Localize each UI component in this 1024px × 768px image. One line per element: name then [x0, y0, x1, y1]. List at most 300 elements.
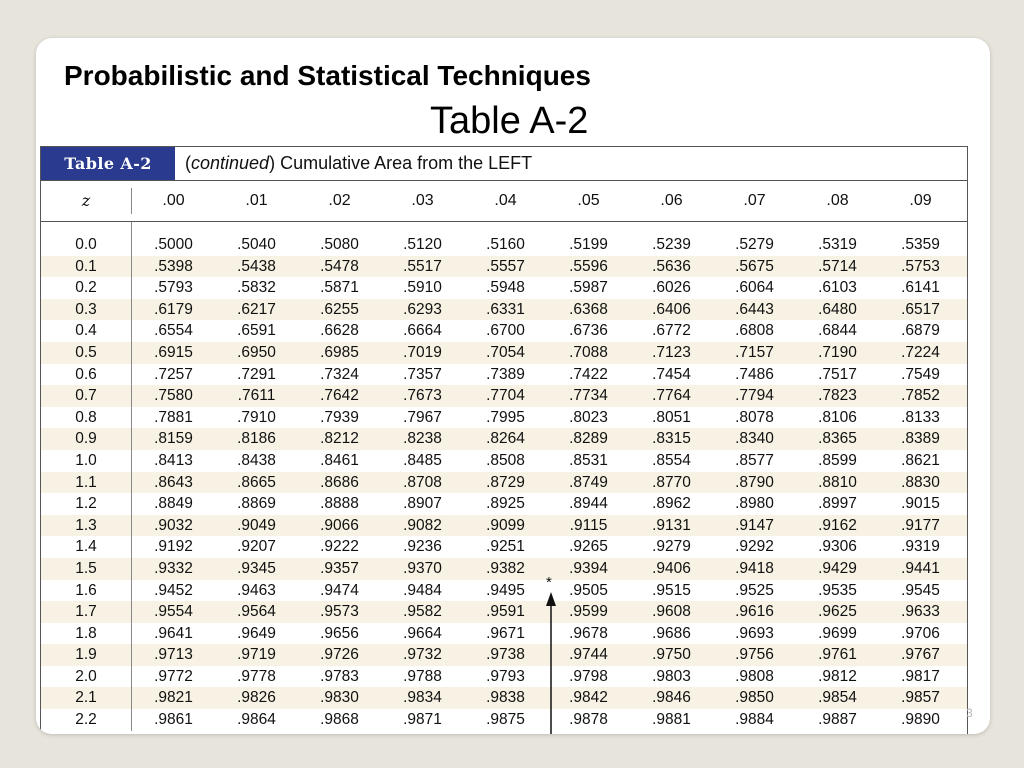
- asterisk-marker: *: [546, 574, 552, 591]
- table-cell: .9251: [486, 538, 525, 556]
- table-cell: .8485: [403, 451, 442, 469]
- column-header: .01: [245, 192, 268, 209]
- table-cell: .9429: [818, 559, 857, 577]
- table-cell: .8749: [569, 473, 608, 491]
- table-cell: .9846: [652, 689, 691, 707]
- table-cell: .5040: [237, 236, 276, 253]
- table-cell: .8907: [403, 495, 442, 513]
- column-header: .03: [411, 192, 434, 209]
- table-cell: .8830: [901, 473, 940, 491]
- table-cell: .8289: [569, 430, 608, 448]
- table-cell: .7823: [818, 387, 857, 405]
- table-cell: .8186: [237, 430, 276, 448]
- table-cell: .7454: [652, 365, 691, 383]
- table-cell: .9864: [237, 711, 276, 729]
- table-cell: .7852: [901, 387, 940, 405]
- z-value: 1.4: [41, 536, 132, 558]
- table-cell: .7054: [486, 343, 525, 361]
- table-badge: Table A-2: [41, 147, 175, 180]
- table-cell: .6331: [486, 300, 525, 318]
- table-cell: .9861: [154, 711, 193, 729]
- table-cell: .9535: [818, 581, 857, 599]
- table-cell: .9265: [569, 538, 608, 556]
- table-cell: .6950: [237, 343, 276, 361]
- table-cell: .9564: [237, 603, 276, 621]
- table-cell: .5438: [237, 257, 276, 275]
- z-value: 0.5: [41, 342, 132, 364]
- table-row: [41, 299, 967, 321]
- table-cell: .8238: [403, 430, 442, 448]
- table-row: [41, 472, 967, 494]
- table-cell: .8869: [237, 495, 276, 513]
- table-cell: .9713: [154, 646, 193, 664]
- table-cell: .9706: [901, 624, 940, 642]
- table-cell: .9750: [652, 646, 691, 664]
- table-cell: .9463: [237, 581, 276, 599]
- table-cell: .7764: [652, 387, 691, 405]
- table-cell: .9625: [818, 603, 857, 621]
- table-cell: .7794: [735, 387, 774, 405]
- table-cell: .9582: [403, 603, 442, 621]
- table-cell: .9649: [237, 624, 276, 642]
- table-cell: .9545: [901, 581, 940, 599]
- table-cell: .9732: [403, 646, 442, 664]
- table-cell: .9767: [901, 646, 940, 664]
- z-value: 0.3: [41, 299, 132, 321]
- table-cell: .9332: [154, 559, 193, 577]
- table-cell: .9452: [154, 581, 193, 599]
- z-value: 0.0: [41, 234, 132, 256]
- table-cell: .5910: [403, 279, 442, 297]
- table-cell: .9066: [320, 516, 359, 534]
- table-cell: .5753: [901, 257, 940, 275]
- table-cell: .5000: [154, 236, 193, 253]
- table-cell: .5239: [652, 236, 691, 253]
- table-cell: .9573: [320, 603, 359, 621]
- table-cell: .7704: [486, 387, 525, 405]
- table-row: [41, 320, 967, 342]
- table-cell: .9418: [735, 559, 774, 577]
- table-cell: .9345: [237, 559, 276, 577]
- table-cell: .6879: [901, 322, 940, 340]
- table-cell: .6736: [569, 322, 608, 340]
- z-value: 0.8: [41, 407, 132, 429]
- table-cell: .9177: [901, 516, 940, 534]
- table-cell: .9515: [652, 581, 691, 599]
- z-table: [40, 146, 968, 734]
- table-cell: .9616: [735, 603, 774, 621]
- table-cell: .9554: [154, 603, 193, 621]
- table-cell: .9887: [818, 711, 857, 729]
- table-cell: .7357: [403, 365, 442, 383]
- table-cell: .8159: [154, 430, 193, 448]
- table-cell: .9812: [818, 667, 857, 685]
- table-cell: .8599: [818, 451, 857, 469]
- table-cell: .9484: [403, 581, 442, 599]
- table-cell: .8461: [320, 451, 359, 469]
- table-cell: .5478: [320, 257, 359, 275]
- table-cell: .9279: [652, 538, 691, 556]
- table-row: [41, 536, 967, 558]
- table-cell: .5596: [569, 257, 608, 275]
- table-cell: .5557: [486, 257, 525, 275]
- table-row: [41, 407, 967, 429]
- table-cell: .8980: [735, 495, 774, 513]
- table-cell: .5871: [320, 279, 359, 297]
- table-cell: .9808: [735, 667, 774, 685]
- table-cell: .9525: [735, 581, 774, 599]
- table-cell: .7486: [735, 365, 774, 383]
- table-cell: .8708: [403, 473, 442, 491]
- table-cell: .6700: [486, 322, 525, 340]
- table-cell: .9495: [486, 581, 525, 599]
- table-cell: .9699: [818, 624, 857, 642]
- table-cell: .6026: [652, 279, 691, 297]
- table-cell: .6772: [652, 322, 691, 340]
- table-cell: .9505: [569, 581, 608, 599]
- table-cell: .9608: [652, 603, 691, 621]
- column-header: .02: [328, 192, 351, 209]
- table-cell: .6517: [901, 300, 940, 318]
- table-cell: .9382: [486, 559, 525, 577]
- table-cell: .5675: [735, 257, 774, 275]
- table-cell: .8023: [569, 408, 608, 426]
- table-cell: .8508: [486, 451, 525, 469]
- column-header: .09: [909, 192, 932, 209]
- z-value: 0.1: [41, 256, 132, 278]
- table-cell: .7389: [486, 365, 525, 383]
- table-cell: .8438: [237, 451, 276, 469]
- table-cell: .9222: [320, 538, 359, 556]
- table-row: [41, 277, 967, 299]
- table-cell: .6179: [154, 300, 193, 318]
- table-cell: .9756: [735, 646, 774, 664]
- table-cell: .7549: [901, 365, 940, 383]
- table-cell: .8212: [320, 430, 359, 448]
- table-cell: .6554: [154, 322, 193, 340]
- table-cell: .9834: [403, 689, 442, 707]
- table-cell: .9778: [237, 667, 276, 685]
- table-cell: .5987: [569, 279, 608, 297]
- table-cell: .9306: [818, 538, 857, 556]
- table-cell: .9671: [486, 624, 525, 642]
- table-cell: .8790: [735, 473, 774, 491]
- table-cell: .6443: [735, 300, 774, 318]
- table-cell: .9726: [320, 646, 359, 664]
- table-cell: .8577: [735, 451, 774, 469]
- table-cell: .9854: [818, 689, 857, 707]
- table-row: [41, 687, 967, 709]
- table-cell: .5832: [237, 279, 276, 297]
- table-cell: .6480: [818, 300, 857, 318]
- course-title: Probabilistic and Statistical Techniques: [64, 60, 591, 91]
- table-cell: .7157: [735, 343, 774, 361]
- table-cell: .9192: [154, 538, 193, 556]
- table-cell: .5398: [154, 257, 193, 275]
- table-cell: .6915: [154, 343, 193, 361]
- table-row: [41, 515, 967, 537]
- table-cell: .8078: [735, 408, 774, 426]
- table-cell: .9082: [403, 516, 442, 534]
- table-cell: .9838: [486, 689, 525, 707]
- caption-open: (: [185, 153, 191, 173]
- table-cell: .7517: [818, 365, 857, 383]
- table-cell: .8389: [901, 430, 940, 448]
- column-header: .04: [494, 192, 517, 209]
- table-cell: .8729: [486, 473, 525, 491]
- table-cell: .7910: [237, 408, 276, 426]
- table-cell: .9099: [486, 516, 525, 534]
- table-cell: .6406: [652, 300, 691, 318]
- table-row: [41, 601, 967, 623]
- table-cell: .9817: [901, 667, 940, 685]
- table-cell: .6217: [237, 300, 276, 318]
- table-cell: .6141: [901, 279, 940, 297]
- table-cell: .7088: [569, 343, 608, 361]
- table-cell: .8413: [154, 451, 193, 469]
- table-cell: .8944: [569, 495, 608, 513]
- table-cell: .9881: [652, 711, 691, 729]
- table-cell: .5714: [818, 257, 857, 275]
- table-cell: .9633: [901, 603, 940, 621]
- table-cell: .9884: [735, 711, 774, 729]
- z-value: 0.6: [41, 364, 132, 386]
- table-cell: .8621: [901, 451, 940, 469]
- table-cell: .9821: [154, 689, 193, 707]
- table-row: [41, 256, 967, 278]
- slide: [36, 38, 990, 734]
- table-cell: .5279: [735, 236, 774, 253]
- table-cell: .5359: [901, 236, 940, 253]
- table-cell: .8888: [320, 495, 359, 513]
- table-cell: .6591: [237, 322, 276, 340]
- table-cell: .9162: [818, 516, 857, 534]
- table-cell: .7019: [403, 343, 442, 361]
- table-cell: .5160: [486, 236, 525, 253]
- table-cell: .6064: [735, 279, 774, 297]
- table-row: [41, 666, 967, 688]
- table-cell: .9115: [569, 516, 608, 534]
- table-cell: .7642: [320, 387, 359, 405]
- z-value: 1.6: [41, 580, 132, 602]
- table-cell: .8106: [818, 408, 857, 426]
- table-cell: .9049: [237, 516, 276, 534]
- table-cell: .7291: [237, 365, 276, 383]
- table-row: [41, 580, 967, 602]
- table-cell: .9441: [901, 559, 940, 577]
- table-cell: .9664: [403, 624, 442, 642]
- table-cell: .7734: [569, 387, 608, 405]
- z-value: 1.5: [41, 558, 132, 580]
- column-header: .08: [826, 192, 849, 209]
- table-cell: .5319: [818, 236, 857, 253]
- z-value: 1.0: [41, 450, 132, 472]
- table-cell: .8997: [818, 495, 857, 513]
- table-cell: .9236: [403, 538, 442, 556]
- table-cell: .9591: [486, 603, 525, 621]
- table-row: [41, 493, 967, 515]
- table-cell: .7673: [403, 387, 442, 405]
- table-cell: .5199: [569, 236, 608, 253]
- table-cell: .7611: [237, 387, 276, 405]
- column-header: .05: [577, 192, 600, 209]
- table-cell: .9693: [735, 624, 774, 642]
- column-header: .06: [660, 192, 683, 209]
- table-row: [41, 450, 967, 472]
- z-table-header: [41, 147, 967, 181]
- table-cell: .6808: [735, 322, 774, 340]
- table-cell: .9850: [735, 689, 774, 707]
- table-cell: .9370: [403, 559, 442, 577]
- table-cell: .6255: [320, 300, 359, 318]
- z-value: 2.1: [41, 687, 132, 709]
- table-row: [41, 364, 967, 386]
- z-value: 1.7: [41, 601, 132, 623]
- table-row: [41, 623, 967, 645]
- table-cell: .5080: [320, 236, 359, 253]
- table-cell: .8133: [901, 408, 940, 426]
- table-cell: .9803: [652, 667, 691, 685]
- slide-table-title: Table A-2: [430, 100, 589, 142]
- table-cell: .9738: [486, 646, 525, 664]
- table-cell: .9131: [652, 516, 691, 534]
- table-row: [41, 234, 967, 256]
- table-cell: .9890: [901, 711, 940, 729]
- table-cell: .9772: [154, 667, 193, 685]
- table-cell: .8810: [818, 473, 857, 491]
- table-cell: .9394: [569, 559, 608, 577]
- z-value: 2.2: [41, 709, 132, 731]
- table-body: [41, 222, 967, 731]
- page-number: 3: [966, 706, 973, 720]
- table-cell: .9875: [486, 711, 525, 729]
- table-cell: .6844: [818, 322, 857, 340]
- table-row: [41, 342, 967, 364]
- table-cell: .6293: [403, 300, 442, 318]
- table-cell: .5948: [486, 279, 525, 297]
- table-cell: .9015: [901, 495, 940, 513]
- z-value: 0.2: [41, 277, 132, 299]
- table-row: [41, 709, 967, 731]
- table-cell: .8849: [154, 495, 193, 513]
- table-cell: .9474: [320, 581, 359, 599]
- table-cell: .7967: [403, 408, 442, 426]
- table-row: [41, 644, 967, 666]
- table-row: [41, 558, 967, 580]
- table-cell: .9032: [154, 516, 193, 534]
- table-cell: .8665: [237, 473, 276, 491]
- table-cell: .8643: [154, 473, 193, 491]
- z-value: 1.8: [41, 623, 132, 645]
- z-value: 1.2: [41, 493, 132, 515]
- table-cell: .7881: [154, 408, 193, 426]
- table-cell: .9744: [569, 646, 608, 664]
- table-cell: .9868: [320, 711, 359, 729]
- table-cell: .6664: [403, 322, 442, 340]
- table-cell: .9641: [154, 624, 193, 642]
- table-cell: .7190: [818, 343, 857, 361]
- pointer-arrow-icon: [544, 592, 558, 734]
- z-value: 1.9: [41, 644, 132, 666]
- caption-continued: continued: [191, 153, 270, 173]
- table-cell: .9878: [569, 711, 608, 729]
- table-cell: .9678: [569, 624, 608, 642]
- table-cell: .8925: [486, 495, 525, 513]
- table-cell: .9406: [652, 559, 691, 577]
- table-cell: .9783: [320, 667, 359, 685]
- table-cell: .6628: [320, 322, 359, 340]
- table-cell: .9319: [901, 538, 940, 556]
- table-cell: .7995: [486, 408, 525, 426]
- table-cell: .9857: [901, 689, 940, 707]
- table-cell: .9656: [320, 624, 359, 642]
- table-cell: .9292: [735, 538, 774, 556]
- table-cell: .8962: [652, 495, 691, 513]
- table-cell: .8686: [320, 473, 359, 491]
- column-header: .07: [743, 192, 766, 209]
- table-cell: .9147: [735, 516, 774, 534]
- table-cell: .8531: [569, 451, 608, 469]
- z-divider: [131, 222, 132, 234]
- z-value: 1.1: [41, 472, 132, 494]
- z-value: 0.4: [41, 320, 132, 342]
- column-header: .00: [162, 192, 185, 209]
- table-cell: .6985: [320, 343, 359, 361]
- table-cell: .9357: [320, 559, 359, 577]
- table-cell: .9842: [569, 689, 608, 707]
- table-cell: .8365: [818, 430, 857, 448]
- table-cell: .6103: [818, 279, 857, 297]
- caption-rest: ) Cumulative Area from the LEFT: [269, 153, 533, 173]
- table-cell: .7324: [320, 365, 359, 383]
- column-header-row: [41, 181, 967, 222]
- z-column-header: z: [41, 188, 132, 214]
- table-cell: .7422: [569, 365, 608, 383]
- table-caption: [175, 147, 532, 180]
- table-row: [41, 428, 967, 450]
- table-cell: .8315: [652, 430, 691, 448]
- table-cell: .9207: [237, 538, 276, 556]
- table-cell: .9599: [569, 603, 608, 621]
- z-value: 1.3: [41, 515, 132, 537]
- table-cell: .8340: [735, 430, 774, 448]
- table-cell: .9793: [486, 667, 525, 685]
- table-cell: .8264: [486, 430, 525, 448]
- table-cell: .7580: [154, 387, 193, 405]
- table-cell: .9761: [818, 646, 857, 664]
- table-row: [41, 385, 967, 407]
- table-cell: .5636: [652, 257, 691, 275]
- z-value: 0.9: [41, 428, 132, 450]
- table-cell: .7257: [154, 365, 193, 383]
- table-cell: .8770: [652, 473, 691, 491]
- table-cell: .7123: [652, 343, 691, 361]
- table-cell: .9871: [403, 711, 442, 729]
- z-value: 2.0: [41, 666, 132, 688]
- table-cell: .7939: [320, 408, 359, 426]
- table-cell: .5793: [154, 279, 193, 297]
- table-cell: .9719: [237, 646, 276, 664]
- table-cell: .8051: [652, 408, 691, 426]
- table-cell: .7224: [901, 343, 940, 361]
- table-cell: .8554: [652, 451, 691, 469]
- table-cell: .9830: [320, 689, 359, 707]
- table-cell: .9686: [652, 624, 691, 642]
- z-value: 0.7: [41, 385, 132, 407]
- table-cell: .5120: [403, 236, 442, 253]
- table-cell: .9826: [237, 689, 276, 707]
- table-cell: .9798: [569, 667, 608, 685]
